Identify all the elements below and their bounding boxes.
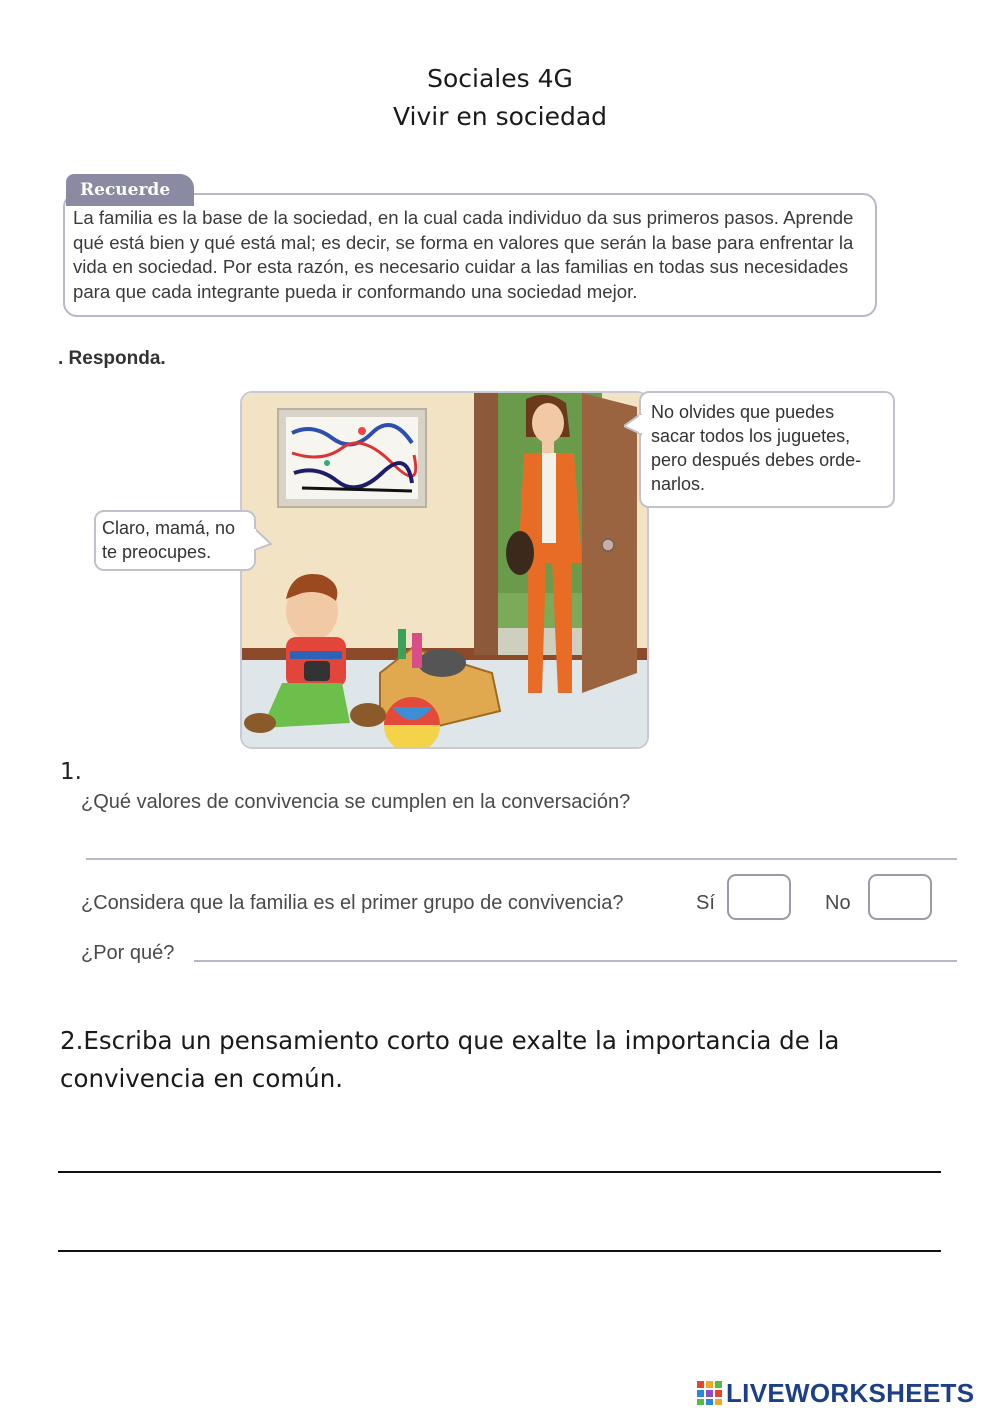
liveworksheets-logo-icon — [697, 1381, 723, 1405]
worksheet-subtitle: Vivir en sociedad — [392, 102, 608, 131]
no-checkbox[interactable] — [868, 874, 932, 920]
answer-line-2a[interactable] — [58, 1171, 941, 1173]
recuerde-text: La familia es la base de la sociedad, en la cual cada individuo da sus primeros pasos. Aprende qué está bien y qué está mal; es decir, se forma en valores que serán la base para enfrentar la vida en sociedad. Por esta razón, es necesario cuidar a las familias en todas sus necesidades para que cada integrante pueda ir conformando una sociedad mejor. — [73, 207, 854, 302]
answer-line-values[interactable] — [86, 858, 957, 860]
scene-svg — [242, 393, 647, 747]
mother-speech-bubble: No olvides que puedes sacar todos los juguetes, pero después debes orde-narlos. — [639, 391, 895, 508]
no-label: No — [825, 892, 851, 914]
recuerde-tab: Recuerde — [66, 174, 194, 206]
yes-label: Sí — [696, 892, 715, 914]
door-frame — [474, 393, 498, 655]
question-1-number: 1. — [60, 759, 82, 785]
yes-checkbox[interactable] — [727, 874, 791, 920]
question-family: ¿Considera que la familia es el primer grupo de convivencia? — [81, 892, 624, 914]
instruction-heading: . Responda. — [58, 348, 166, 369]
child-speech-bubble: Claro, mamá, no te preocupes. — [94, 510, 256, 571]
question-2: 2.Escriba un pensamiento corto que exalte la importancia de la convivencia en común. — [60, 1026, 840, 1093]
answer-line-2b[interactable] — [58, 1250, 941, 1252]
painting — [278, 409, 426, 507]
child-bubble-tail — [254, 528, 272, 552]
family-illustration — [240, 391, 649, 749]
why-label: ¿Por qué? — [81, 942, 175, 964]
brand-text: LIVEWORKSHEETS — [726, 1377, 975, 1408]
door-knob — [602, 539, 614, 551]
liveworksheets-logo — [697, 1378, 974, 1408]
answer-line-why[interactable] — [194, 960, 957, 962]
mother-bubble-tail — [624, 414, 642, 436]
worksheet-title: Sociales 4G — [427, 64, 573, 93]
question-values: ¿Qué valores de convivencia se cumplen en la conversación? — [81, 791, 631, 813]
